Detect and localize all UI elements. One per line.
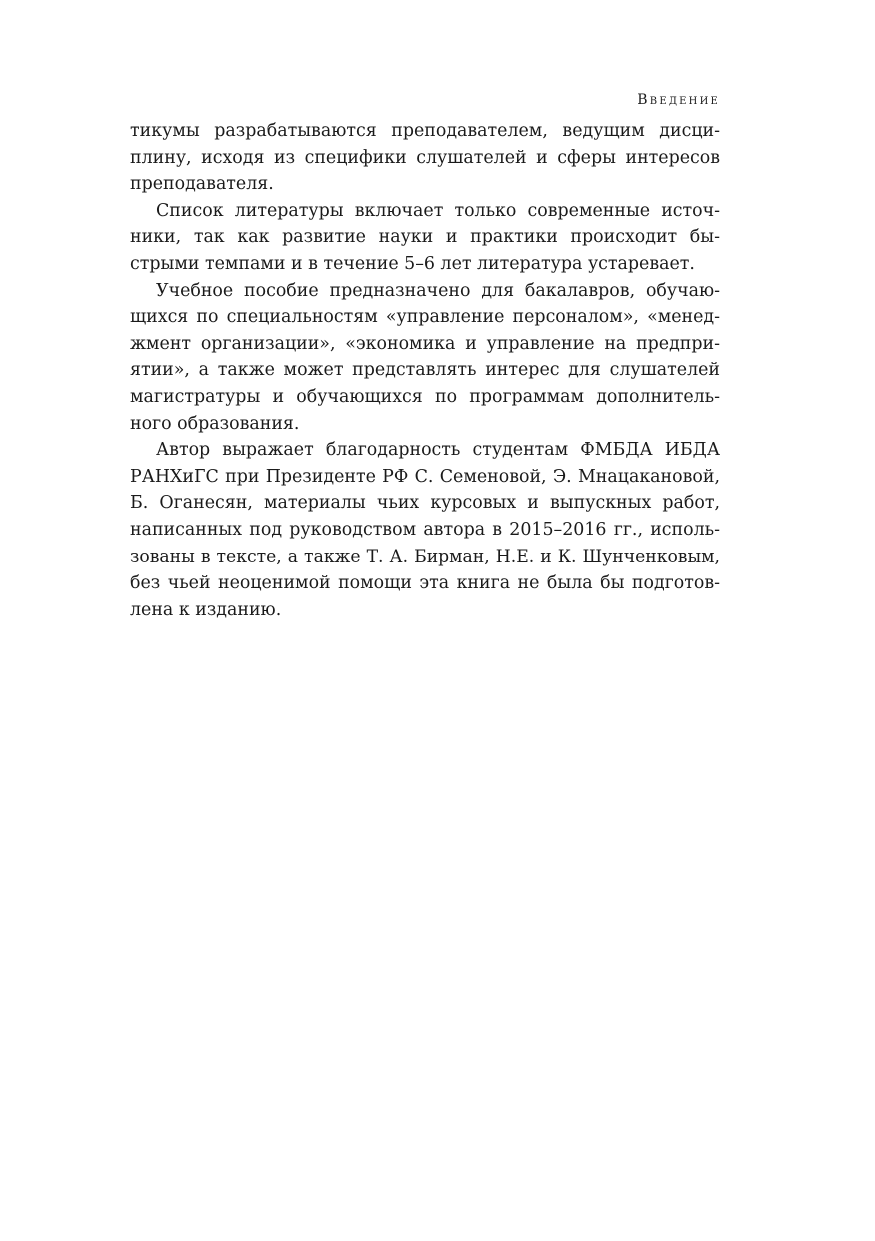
paragraph-3 xyxy=(130,278,720,438)
text-line: Учебное пособие предназначено для бакалавров, обучаю- xyxy=(156,280,720,301)
text-line: ники, так как развитие науки и практики происходит бы- xyxy=(130,227,720,248)
text-line: магистратуры и обучающихся по программам дополнитель- xyxy=(130,386,720,407)
text-line: жмент организации», «экономика и управление на предпри- xyxy=(130,333,720,354)
text-line: тикумы разрабатываются преподавателем, ведущим дисци- xyxy=(130,121,720,141)
text-line: написанных под руководством автора в 2015–2016 гг., исполь- xyxy=(130,519,720,540)
text-line: лена к изданию. xyxy=(130,599,282,620)
text-line: ного образования. xyxy=(130,413,300,434)
text-line: щихся по специальностям «управление персоналом», «менед- xyxy=(130,307,720,328)
text-line: Список литературы включает только современные источ- xyxy=(156,200,720,221)
text-line: стрыми темпами и в течение 5–6 лет литература устаревает. xyxy=(130,253,695,274)
text-line: Б. Оганесян, материалы чьих курсовых и выпускных работ, xyxy=(130,493,720,514)
paragraph-2 xyxy=(130,198,720,278)
text-line: без чьей неоценимой помощи эта книга не была бы подготов- xyxy=(130,573,720,594)
paragraph-1 xyxy=(130,118,720,198)
paragraph-4 xyxy=(130,437,720,623)
text-line: преподавателя. xyxy=(130,174,274,195)
running-head: Введение xyxy=(637,92,720,108)
text-line: ятии», а также может представлять интерес для слушателей xyxy=(130,360,720,381)
text-line: зованы в тексте, а также Т. А. Бирман, Н.Е. и К. Шунченковым, xyxy=(130,546,720,567)
text-line: Автор выражает благодарность студентам ФМБДА ИБДА xyxy=(156,440,720,461)
text-line: РАНХиГС при Президенте РФ С. Семеновой, Э. Мнацакановой, xyxy=(130,466,720,487)
text-line: плину, исходя из специфики слушателей и сферы интересов xyxy=(130,147,720,168)
body-text xyxy=(130,118,720,623)
